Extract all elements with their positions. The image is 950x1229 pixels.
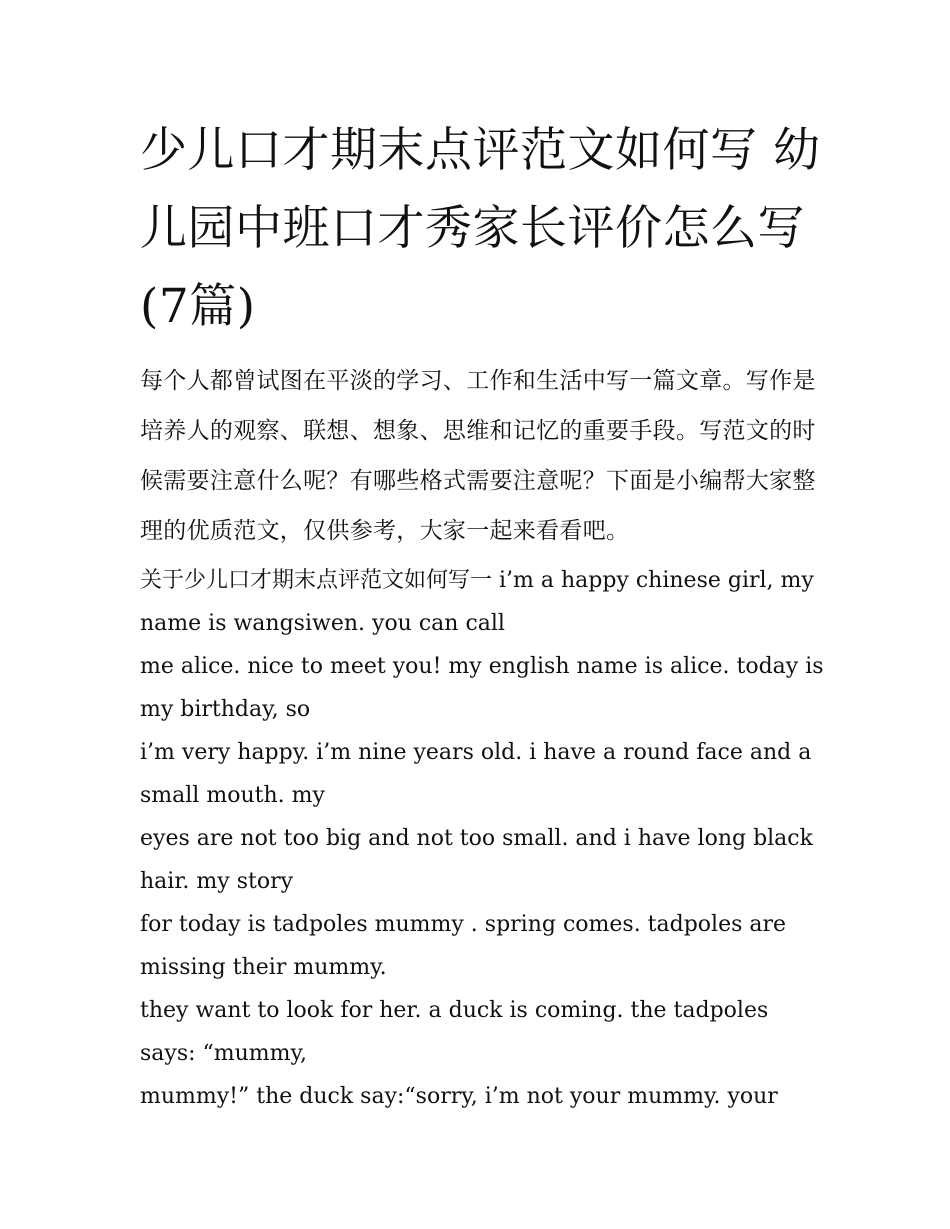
essay-line: eyes are not too big and not too small. and i have long black hair. my story bbox=[140, 826, 813, 894]
essay-line: me alice. nice to meet you! my english name is alice. today is my birthday, so bbox=[140, 654, 824, 722]
document-title bbox=[140, 112, 830, 346]
document-page bbox=[140, 112, 830, 1118]
essay-line: 关于少儿口才期末点评范文如何写一 i’m a happy chinese girl, my name is wangsiwen. you can call bbox=[140, 568, 814, 636]
essay-line: i’m very happy. i’m nine years old. i have a round face and a small mouth. my bbox=[140, 740, 812, 808]
intro-paragraph: 每个人都曾试图在平淡的学习、工作和生活中写一篇文章。写作是培养人的观察、联想、想象、思维和记忆的重要手段。写范文的时候需要注意什么呢？有哪些格式需要注意呢？下面是小编帮大家整理的优质范文，仅供参考，大家一起来看看吧。 bbox=[140, 368, 816, 544]
essay-line: they want to look for her. a duck is coming. the tadpoles says: “mummy, bbox=[140, 998, 769, 1066]
essay-body bbox=[140, 559, 830, 1118]
document-title-text: 少儿口才期末点评范文如何写 幼儿园中班口才秀家长评价怎么写(7篇) bbox=[140, 123, 821, 334]
essay-line: mummy!” the duck say:“sorry, i’m not your mummy. your bbox=[140, 1084, 778, 1109]
essay-line: for today is tadpoles mummy . spring comes. tadpoles are missing their mummy. bbox=[140, 912, 787, 980]
